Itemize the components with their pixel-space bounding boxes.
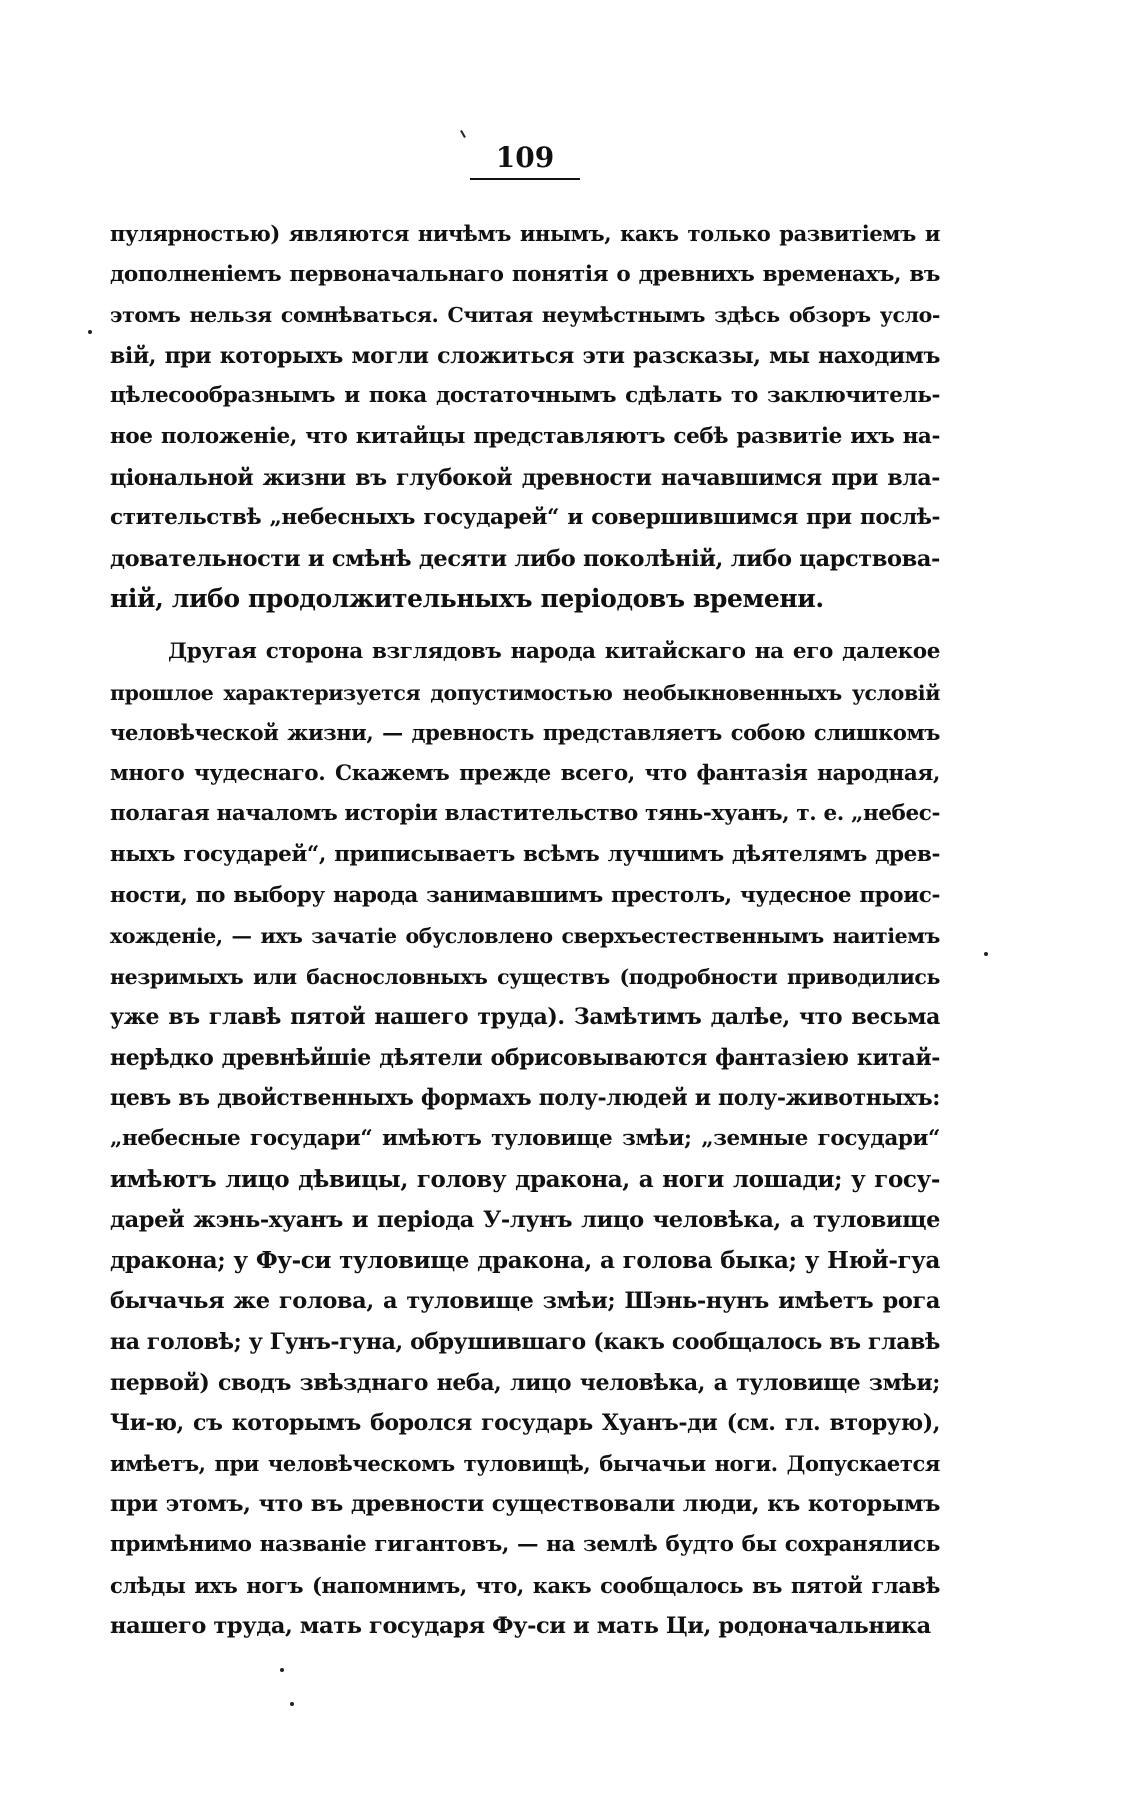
text-line: ное положеніе, что китайцы представляютъ себѣ развитіе ихъ на- — [110, 423, 940, 449]
text-line: ности, по выбору народа занимавшимъ престолъ, чудесное проис- — [110, 882, 940, 908]
text-line: примѣнимо названіе гигантовъ, — на землѣ будто бы сохранялись — [110, 1532, 940, 1557]
text-line: хожденіе, — ихъ зачатіе обусловлено сверхъестественнымъ наитіемъ — [110, 924, 940, 949]
text-line: ній, либо продолжительныхъ періодовъ времени. — [110, 584, 824, 614]
text-line: имѣетъ, при человѣческомъ туловищѣ, бычачьи ноги. Допускается — [110, 1450, 940, 1476]
paragraph — [110, 214, 940, 620]
page-number: 109 — [470, 140, 580, 180]
text-line: слѣды ихъ ногъ (напомнимъ, что, какъ сообщалось въ пятой главѣ — [110, 1572, 940, 1598]
print-speck — [88, 330, 92, 334]
text-line: полагая началомъ исторіи властительство тянь-хуанъ, т. е. „небес- — [110, 801, 940, 827]
text-line: много чудеснаго. Скажемъ прежде всего, что фантазія народная, — [110, 760, 940, 786]
text-line: дарей жэнь-хуанъ и періода У-лунъ лицо человѣка, а туловище — [110, 1207, 940, 1234]
text-line: имѣютъ лицо дѣвицы, голову дракона, а ноги лошади; у госу- — [110, 1165, 940, 1193]
text-line: первой) сводъ звѣзднаго неба, лицо человѣка, а туловище змѣи; — [110, 1369, 940, 1396]
text-line: человѣческой жизни, — древность представляетъ собою слишкомъ — [110, 720, 940, 746]
text-line: прошлое характеризуется допустимостью необыкновенныхъ условій — [110, 680, 940, 705]
text-line: нашего труда, мать государя Фу-си и мать Ци, родоначальника — [110, 1613, 931, 1640]
text-line: дракона; у Фу-си туловище дракона, а голова быка; у Нюй-гуа — [110, 1246, 940, 1274]
text-line: бычачья же голова, а туловище змѣи; Шэнь-нунъ имѣетъ рога — [110, 1288, 940, 1315]
paragraph-container — [110, 214, 940, 1647]
text-line: цевъ въ двойственныхъ формахъ полу-людей и полу-животныхъ: — [110, 1085, 940, 1112]
print-speck — [984, 952, 988, 956]
print-speck — [280, 1668, 284, 1672]
text-line: ціональной жизни въ глубокой древности начавшимся при вла- — [110, 464, 940, 491]
paragraph-gap — [110, 620, 940, 632]
text-line: Чи-ю, съ которымъ боролся государь Хуанъ-ди (см. гл. вторую), — [110, 1410, 940, 1437]
text-line: ныхъ государей“, приписываетъ всѣмъ лучшимъ дѣятелямъ древ- — [110, 841, 940, 867]
text-line: „небесные государи“ имѣютъ туловище змѣи; „земные государи“ — [110, 1126, 940, 1152]
text-line: на головѣ; у Гунъ-гуна, обрушившаго (какъ сообщалось въ главѣ — [110, 1329, 940, 1356]
text-line: уже въ главѣ пятой нашего труда). Замѣтимъ далѣе, что весьма — [110, 1004, 940, 1031]
text-line: этомъ нельзя сомнѣваться. Считая неумѣстнымъ здѣсь обзоръ усло- — [110, 303, 940, 328]
text-line: при этомъ, что въ древности существовали люди, къ которымъ — [110, 1491, 940, 1518]
text-line: Другая сторона взглядовъ народа китайскаго на его далекое — [168, 638, 940, 664]
text-line: пулярностью) являются ничѣмъ инымъ, какъ только развитіемъ и — [110, 221, 940, 246]
body-text — [110, 214, 940, 1647]
text-line: незримыхъ или баснословныхъ существъ (подробности приводились — [110, 964, 940, 989]
text-line: вій, при которыхъ могли сложиться эти разсказы, мы находимъ — [110, 342, 940, 369]
text-line: нерѣдко древнѣйшіе дѣятели обрисовываются фантазіею китай- — [110, 1044, 940, 1071]
text-line: стительствѣ „небесныхъ государей“ и совершившимся при послѣ- — [110, 505, 940, 531]
text-line: цѣлесообразнымъ и пока достаточнымъ сдѣлать то заключитель- — [110, 383, 940, 409]
print-speck — [290, 1702, 294, 1706]
text-line: дополненіемъ первоначальнаго понятія о древнихъ временахъ, въ — [110, 261, 940, 287]
paragraph — [110, 632, 940, 1647]
text-line: довательности и смѣнѣ десяти либо поколѣній, либо царствова- — [110, 545, 940, 572]
page-mark — [460, 130, 466, 138]
